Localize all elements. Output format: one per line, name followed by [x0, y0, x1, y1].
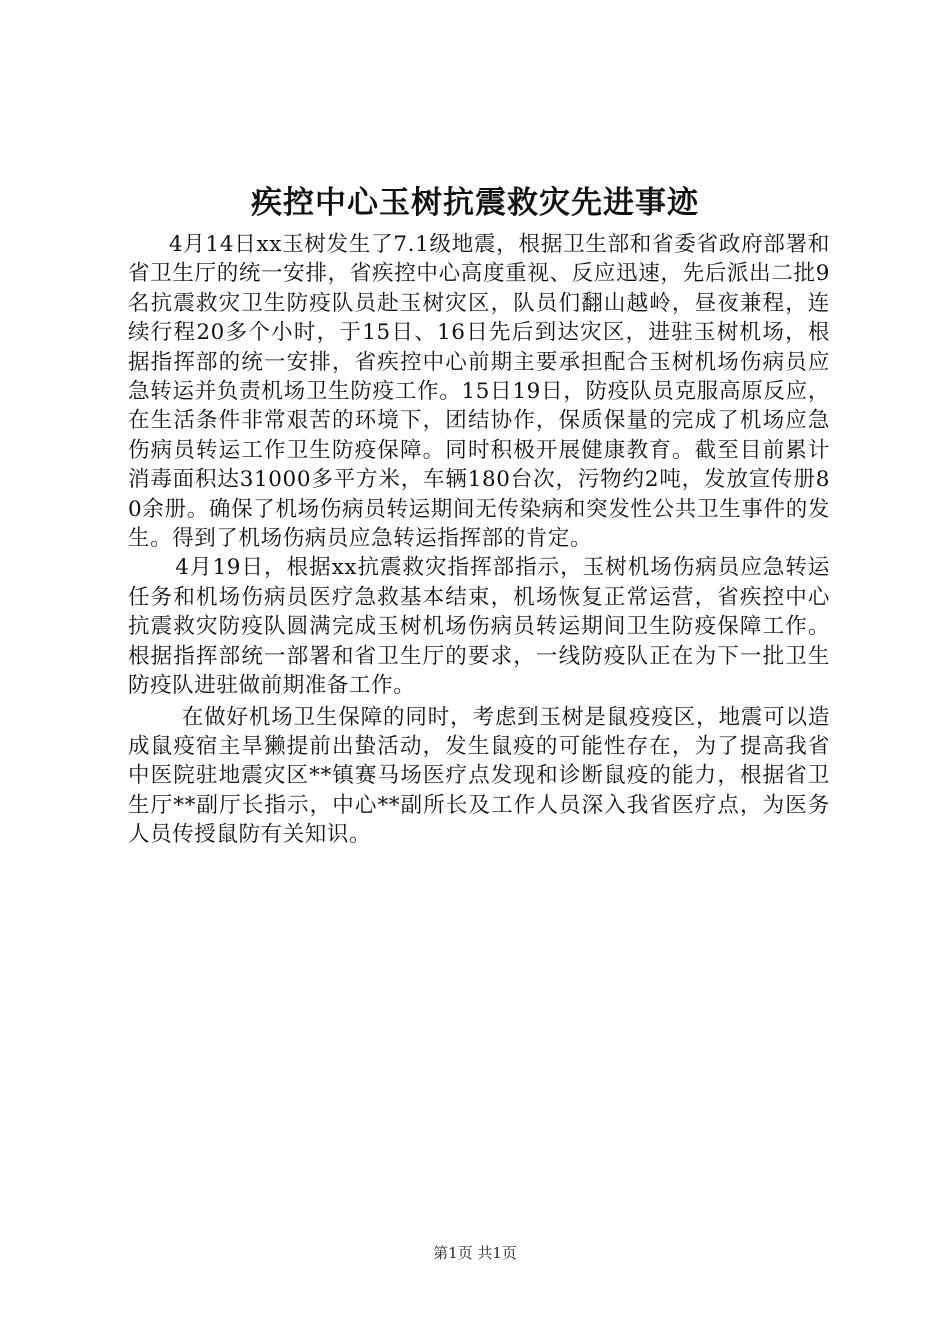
paragraph-2: 4月19日，根据xx抗震救灾指挥部指示，玉树机场伤病员应急转运任务和机场伤病员医疗急救基本结束，机场恢复正常运营，省疾控中心抗震救灾防疫队圆满完成玉树机场伤病员转运期间卫生防疫保障工作。根据指挥部统一部署和省卫生厅的要求，一线防疫队正在为下一批卫生防疫队进驻做前期准备工作。 [128, 555, 830, 699]
document-body [128, 230, 830, 850]
document-title: 疾控中心玉树抗震救灾先进事迹 [251, 185, 699, 221]
paragraph-1: 4月14日xx玉树发生了7.1级地震，根据卫生部和省委省政府部署和省卫生厅的统一安排，省疾控中心高度重视、反应迅速，先后派出二批9名抗震救灾卫生防疫队员赴玉树灾区，队员们翻山越岭，昼夜兼程，连续行程20多个小时，于15日、16日先后到达灾区，进驻玉树机场，根据指挥部的统一安排，省疾控中心前期主要承担配合玉树机场伤病员应急转运并负责机场卫生防疫工作。15日19日，防疫队员克服高原反应，在生活条件非常艰苦的环境下，团结协作，保质保量的完成了机场应急伤病员转运工作卫生防疫保障。同时积极开展健康教育。截至目前累计消毒面积达31000多平方米，车辆180台次，污物约2吨，发放宣传册80余册。确保了机场伤病员转运期间无传染病和突发性公共卫生事件的发生。得到了机场伤病员应急转运指挥部的肯定。 [128, 232, 830, 552]
paragraph-3: 在做好机场卫生保障的同时，考虑到玉树是鼠疫疫区，地震可以造成鼠疫宿主旱獭提前出蛰活动，发生鼠疫的可能性存在，为了提高我省中医院驻地震灾区**镇赛马场医疗点发现和诊断鼠疫的能力，根据省卫生厅**副厅长指示，中心**副所长及工作人员深入我省医疗点，为医务人员传授鼠防有关知识。 [128, 704, 830, 848]
page-footer: 第1页 共1页 [433, 1244, 517, 1262]
